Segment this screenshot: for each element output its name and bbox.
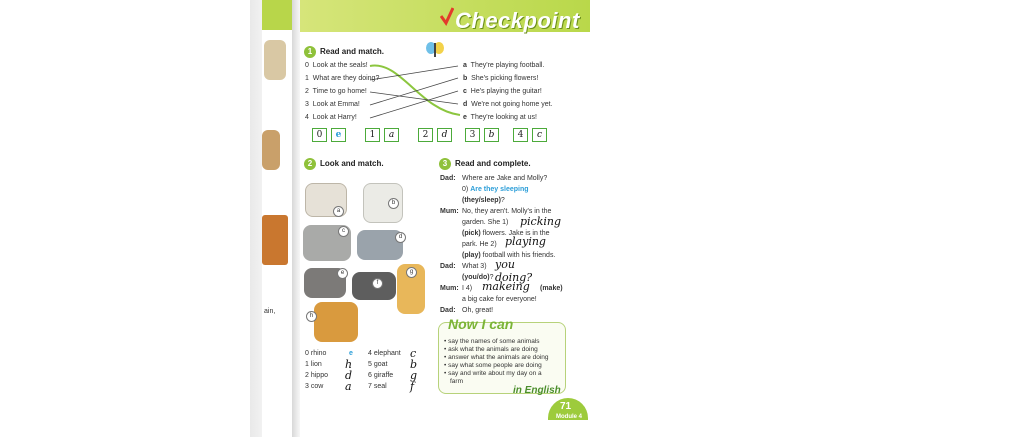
match-left-item-2: 2 Time to go home! xyxy=(305,88,367,95)
match-right-item-a: a They're playing football. xyxy=(463,62,545,69)
animal-list-item: 1 lion xyxy=(305,361,322,368)
left-page-header-band xyxy=(262,0,294,30)
speaker-label: Dad: xyxy=(440,263,456,270)
animal-answer[interactable]: g xyxy=(410,369,418,382)
page-number: 71 xyxy=(560,401,572,412)
left-page-illustration-dog xyxy=(262,130,280,170)
left-page-edge xyxy=(262,0,294,437)
animal-tag: g xyxy=(406,267,417,278)
animal-tag: b xyxy=(388,198,399,209)
module-label: Module 4 xyxy=(556,414,583,420)
match-right-item-c: c He's playing the guitar! xyxy=(463,88,542,95)
now-i-can-item: • ask what the animals are doing xyxy=(444,346,538,353)
dialogue-line: (play) football with his friends. xyxy=(462,252,556,259)
section-1-badge: 1 xyxy=(304,46,316,58)
match-right-item-e: e They're looking at us! xyxy=(463,114,537,121)
answer-blank-1[interactable]: picking xyxy=(520,215,562,228)
dialogue-line-example: 0) Are they sleeping xyxy=(462,186,529,193)
dialogue-line: (you/do)? xyxy=(462,274,494,281)
match-left-item-4: 4 Look at Harry! xyxy=(305,114,357,121)
dialogue-line-hint: (they/sleep)? xyxy=(462,197,505,204)
answer-box-number: 3 xyxy=(465,128,480,142)
speaker-label: Mum: xyxy=(440,285,459,292)
page-title: Checkpoint xyxy=(455,8,580,33)
left-page-illustration-monkey xyxy=(264,40,286,80)
match-lines xyxy=(360,60,470,125)
dialogue-line: park. He 2) xyxy=(462,241,497,248)
animal-answer[interactable]: c xyxy=(410,347,417,360)
answer-blank-4[interactable]: makeing xyxy=(482,280,530,293)
section-2-badge: 2 xyxy=(304,158,316,170)
animal-list-item: 4 elephant xyxy=(368,350,401,357)
answer-box-input[interactable]: c xyxy=(532,128,547,142)
animal-answer[interactable]: b xyxy=(410,358,418,371)
animal-tag: c xyxy=(338,226,349,237)
answer-box-number: 4 xyxy=(513,128,528,142)
match-left-item-1: 1 What are they doing? xyxy=(305,75,380,82)
dialogue-line: I 4) xyxy=(462,285,473,292)
dialogue-line: (pick) flowers. Jake is in the xyxy=(462,230,550,237)
animal-answer[interactable]: e xyxy=(349,350,353,357)
animal-tag: a xyxy=(333,206,344,217)
section-3-heading: Read and complete. xyxy=(455,159,531,168)
match-right-item-d: d We're not going home yet. xyxy=(463,101,553,108)
section-3-badge: 3 xyxy=(439,158,451,170)
answer-blank-3[interactable]: you doing? xyxy=(495,258,533,284)
animal-tag: h xyxy=(306,311,317,322)
answer-box-input[interactable]: d xyxy=(437,128,452,142)
answer-box-input[interactable]: e xyxy=(331,128,346,142)
animal-answer[interactable]: d xyxy=(345,369,353,382)
animal-list-item: 5 goat xyxy=(368,361,388,368)
match-left-item-0: 0 Look at the seals! xyxy=(305,62,368,69)
dialogue-line: garden. She 1) xyxy=(462,219,509,226)
animal-list-item: 3 cow xyxy=(305,383,324,390)
animal-answer[interactable]: h xyxy=(345,358,353,371)
animal-answer[interactable]: a xyxy=(345,380,352,393)
answer-box-input[interactable]: b xyxy=(484,128,499,142)
animal-tag: d xyxy=(395,232,406,243)
checkmark-icon xyxy=(440,6,454,26)
animal-answer[interactable]: f xyxy=(410,380,415,393)
animal-tag: e xyxy=(337,268,348,279)
answer-box-number: 1 xyxy=(365,128,380,142)
animal-tag: f xyxy=(372,278,383,289)
dialogue-line: a big cake for everyone! xyxy=(462,296,537,303)
speaker-label: Mum: xyxy=(440,208,459,215)
left-page-fragment: ain, xyxy=(264,308,276,315)
answer-box-number: 2 xyxy=(418,128,433,142)
answer-box-input[interactable]: a xyxy=(384,128,399,142)
animal-list-item: 2 hippo xyxy=(305,372,328,379)
speaker-label: Dad: xyxy=(440,307,456,314)
animal-list-item: 0 rhino xyxy=(305,350,327,357)
section-1-heading: Read and match. xyxy=(320,47,385,56)
now-i-can-item: • answer what the animals are doing xyxy=(444,354,549,361)
now-i-can-item: • say and write about my day on a xyxy=(444,370,542,377)
match-right-item-b: b She's picking flowers! xyxy=(463,75,539,82)
animal-list-item: 6 giraffe xyxy=(368,372,394,379)
now-i-can-item: • say what some people are doing xyxy=(444,362,542,369)
butterfly-icon xyxy=(425,40,445,60)
in-english-label: in English xyxy=(513,385,561,396)
answer-box-number: 0 xyxy=(312,128,327,142)
left-page-illustration-house xyxy=(262,215,288,265)
animal-list-item: 7 seal xyxy=(368,383,387,390)
lion-illustration xyxy=(314,302,358,342)
dialogue-line: What 3) xyxy=(462,263,487,270)
dialogue-line: No, they aren't. Molly's in the xyxy=(462,208,552,215)
match-left-item-3: 3 Look at Emma! xyxy=(305,101,360,108)
now-i-can-title: Now I can xyxy=(448,316,514,332)
dialogue-hint: (make) xyxy=(540,285,563,292)
dialogue-line: Oh, great! xyxy=(462,307,494,314)
section-2-heading: Look and match. xyxy=(320,159,384,168)
now-i-can-item: farm xyxy=(450,378,463,385)
answer-blank-2[interactable]: playing xyxy=(505,235,546,248)
dialogue-line: Where are Jake and Molly? xyxy=(462,175,548,182)
now-i-can-item: • say the names of some animals xyxy=(444,338,540,345)
speaker-label: Dad: xyxy=(440,175,456,182)
